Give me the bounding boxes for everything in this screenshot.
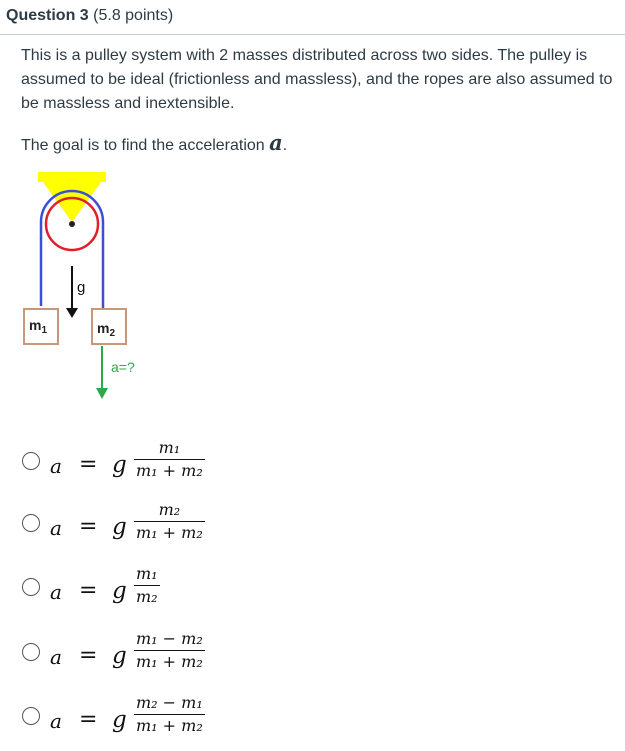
formula-g: g: [112, 452, 127, 478]
radio-button[interactable]: [22, 643, 40, 661]
fraction-numerator: m₂ − m₁: [136, 693, 203, 712]
fraction-numerator: m₁ − m₂: [136, 629, 203, 648]
fraction-numerator: m₁: [158, 438, 181, 457]
formula-fraction: [134, 692, 205, 737]
answer-option-2[interactable]: [22, 500, 282, 558]
formula-g: g: [112, 578, 127, 604]
fraction-denominator: m₂: [136, 587, 158, 606]
gravity-arrow-head: [66, 308, 78, 318]
question-points: (5.8 points): [93, 7, 174, 24]
goal-text: The goal is to find the acceleration: [21, 137, 270, 154]
formula-equals: =: [79, 514, 98, 539]
answer-option-5[interactable]: [22, 693, 282, 751]
formula-equals: =: [79, 707, 98, 732]
answer-option-3[interactable]: [22, 564, 282, 622]
fraction-numerator: m₂: [158, 500, 181, 519]
radio-button[interactable]: [22, 707, 40, 725]
formula-lhs: a: [50, 580, 62, 604]
fraction-denominator: m₁ + m₂: [136, 652, 203, 671]
pulley-axle: [69, 221, 75, 227]
formula-g: g: [112, 643, 127, 669]
formula-lhs: a: [50, 454, 62, 478]
question-description: This is a pulley system with 2 masses distributed across two sides. The pulley is assumed to be ideal (frictionless and massless), and the ropes are also assumed to be massless and inextensible.: [21, 47, 613, 112]
accel-label: a=?: [111, 359, 135, 375]
fraction-denominator: m₁ + m₂: [136, 523, 203, 542]
formula-equals: =: [79, 643, 98, 668]
question-header: [0, 0, 625, 35]
question-number: Question 3: [6, 7, 89, 24]
formula-lhs: a: [50, 516, 62, 540]
formula-fraction: [134, 437, 205, 482]
mass-m2-label: $m_2$: [97, 320, 116, 339]
pulley-diagram: [20, 166, 160, 406]
formula-lhs: a: [50, 709, 62, 733]
formula-fraction: [134, 628, 205, 673]
formula-lhs: a: [50, 645, 62, 669]
accel-arrow-head: [96, 388, 108, 399]
gravity-label: g: [77, 279, 86, 296]
fraction-denominator: m₁ + m₂: [136, 716, 203, 735]
fraction-denominator: m₁ + m₂: [136, 461, 203, 480]
fraction-numerator: m₁: [136, 564, 158, 583]
answer-option-4[interactable]: [22, 629, 282, 687]
formula-equals: =: [79, 452, 98, 477]
mass-m1-label: $m_1$: [29, 317, 48, 336]
radio-button[interactable]: [22, 452, 40, 470]
goal-period: .: [282, 137, 288, 154]
formula-fraction: [134, 499, 205, 544]
radio-button[interactable]: [22, 514, 40, 532]
formula-g: g: [112, 514, 127, 540]
radio-button[interactable]: [22, 578, 40, 596]
question-title: [6, 7, 173, 25]
question-goal: [21, 131, 621, 158]
formula-fraction: [134, 563, 160, 608]
goal-variable: a: [269, 130, 283, 155]
formula-g: g: [112, 707, 127, 733]
formula-equals: =: [79, 578, 98, 603]
answer-option-1[interactable]: [22, 438, 282, 496]
